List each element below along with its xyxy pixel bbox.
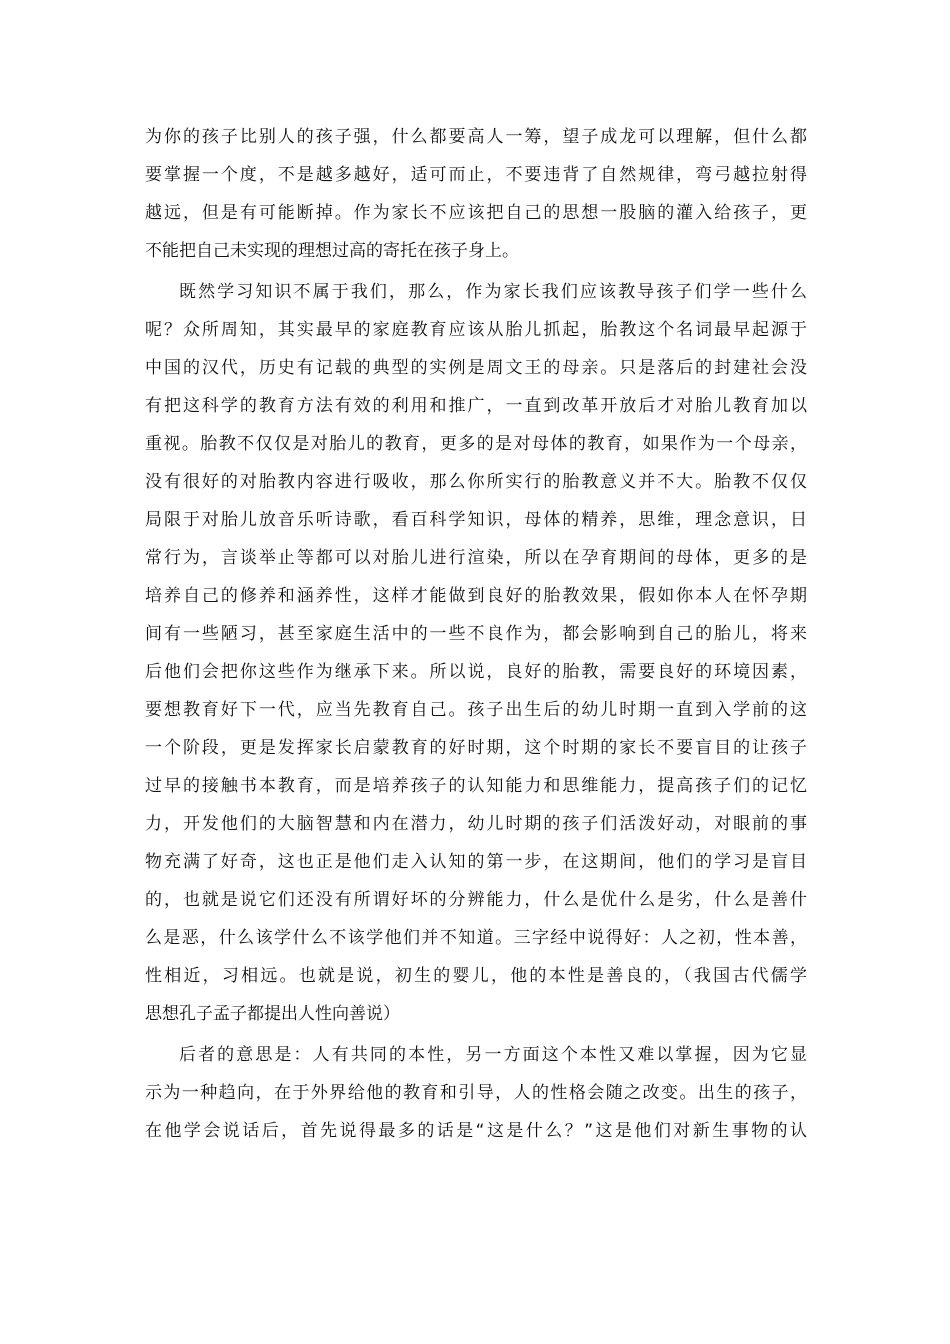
text-line: 中国的汉代，历史有记载的典型的实例是周文王的母亲。只是落后的封建社会没 [145, 358, 807, 378]
text-line: 在他学会说话后，首先说得最多的话是“这是什么？”这是他们对新生事物的认 [145, 1121, 807, 1141]
text-line: 一个阶段，更是发挥家长启蒙教育的好时期，这个时期的家长不要盲目的让孩子 [145, 738, 807, 758]
text-line: 后他们会把你这些作为继承下来。所以说，良好的胎教，需要良好的环境因素， [145, 662, 807, 682]
text-line: 物充满了好奇，这也正是他们走入认知的第一步，在这期间，他们的学习是盲目 [145, 852, 807, 872]
text-line: 为你的孩子比别人的孩子强，什么都要高人一筹，望子成龙可以理解，但什么都 [145, 127, 807, 147]
paragraph-3 [145, 1036, 807, 1150]
text-line: 力，开发他们的大脑智慧和内在潜力，幼儿时期的孩子们活泼好动，对眼前的事 [145, 814, 807, 834]
text-line: 既然学习知识不属于我们，那么，作为家长我们应该教导孩子们学一些什么 [179, 282, 807, 302]
text-line: 重视。胎教不仅仅是对胎儿的教育，更多的是对母体的教育，如果作为一个母亲， [145, 434, 807, 454]
text-line: 思想孔子孟子都提出人性向善说） [145, 1004, 400, 1024]
text-line: 有把这科学的教育方法有效的利用和推广，一直到改革开放后才对胎儿教育加以 [145, 396, 807, 416]
text-line: 么是恶，什么该学什么不该学他们并不知道。三字经中说得好：人之初，性本善， [145, 928, 807, 948]
text-line: 常行为，言谈举止等都可以对胎儿进行渲染，所以在孕育期间的母体，更多的是 [145, 548, 807, 568]
text-line: 示为一种趋向，在于外界给他的教育和引导，人的性格会随之改变。出生的孩子， [145, 1083, 807, 1103]
text-line: 后者的意思是：人有共同的本性，另一方面这个本性又难以掌握，因为它显 [179, 1045, 807, 1065]
text-line: 的，也就是说它们还没有所谓好坏的分辨能力，什么是优什么是劣，什么是善什 [145, 890, 807, 910]
text-line: 培养自己的修养和涵养性，这样才能做到良好的胎教效果，假如你本人在怀孕期 [145, 586, 807, 606]
text-line: 不能把自己未实现的理想过高的寄托在孩子身上。 [145, 241, 519, 261]
text-line: 要掌握一个度，不是越多越好，适可而止，不要违背了自然规律，弯弓越拉射得 [145, 165, 807, 185]
text-line: 性相近，习相远。也就是说，初生的婴儿，他的本性是善良的，（我国古代儒学 [145, 966, 807, 986]
text-line: 间有一些陋习，甚至家庭生活中的一些不良作为，都会影响到自己的胎儿，将来 [145, 624, 807, 644]
text-line: 没有很好的对胎教内容进行吸收，那么你所实行的胎教意义并不大。胎教不仅仅 [145, 472, 807, 492]
paragraph-2 [145, 273, 807, 1033]
text-line: 越远，但是有可能断掉。作为家长不应该把自己的思想一股脑的灌入给孩子，更 [145, 203, 807, 223]
text-line: 呢？众所周知，其实最早的家庭教育应该从胎儿抓起，胎教这个名词最早起源于 [145, 320, 807, 340]
text-line: 局限于对胎儿放音乐听诗歌，看百科学知识，母体的精养，思维，理念意识，日 [145, 510, 807, 530]
text-line: 要想教育好下一代，应当先教育自己。孩子出生后的幼儿时期一直到入学前的这 [145, 700, 807, 720]
paragraph-1 [145, 118, 807, 270]
text-line: 过早的接触书本教育，而是培养孩子的认知能力和思维能力，提高孩子们的记忆 [145, 776, 807, 796]
document-body [145, 118, 807, 1150]
